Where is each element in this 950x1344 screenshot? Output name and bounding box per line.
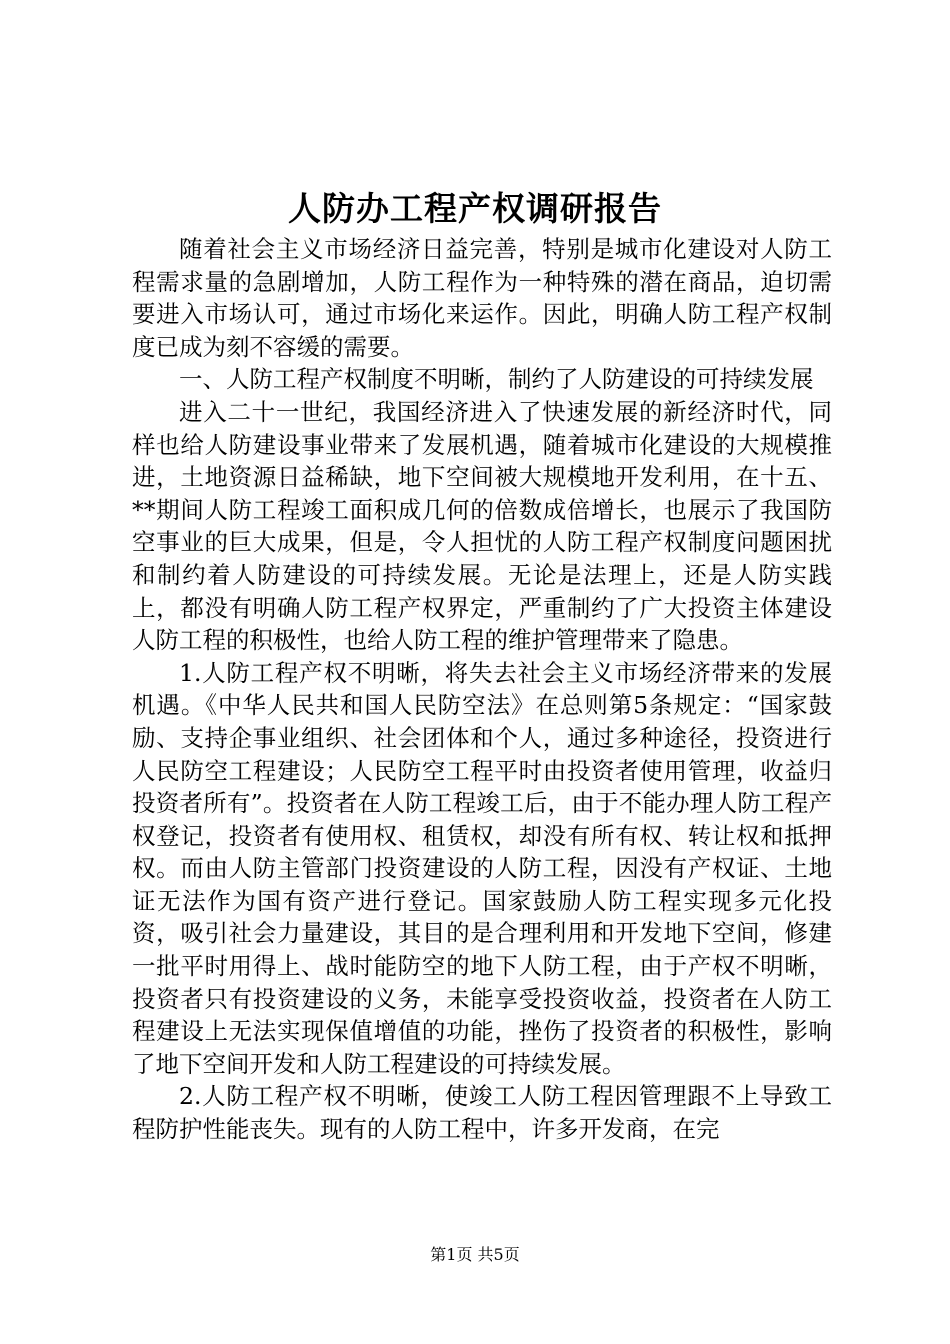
document-title: 人防办工程产权调研报告 (288, 189, 662, 228)
page-footer: 第1页 共5页 (430, 1245, 520, 1264)
paragraph-point-1: 1.人防工程产权不明晰，将失去社会主义市场经济带来的发展机遇。《中华人民共和国人民防空法》在总则第5条规定：“国家鼓励、支持企事业组织、社会团体和个人，通过多种途径，投资进行人民防空工程建设；人民防空工程平时由投资者使用管理，收益归投资者所有”。投资者在人防工程竣工后，由于不能办理人防工程产权登记，投资者有使用权、租赁权，却没有所有权、转让权和抵押权。而由人防主管部门投资建设的人防工程，因没有产权证、土地证无法作为国有资产进行登记。国家鼓励人防工程实现多元化投资，吸引社会力量建设，其目的是合理利用和开发地下空间，修建一批平时用得上、战时能防空的地下人防工程，由于产权不明晰，投资者只有投资建设的义务，未能享受投资收益，投资者在人防工程建设上无法实现保值增值的功能，挫伤了投资者的积极性，影响了地下空间开发和人防工程建设的可持续发展。 (132, 658, 832, 1078)
paragraph-point-2: 2.人防工程产权不明晰，使竣工人防工程因管理跟不上导致工程防护性能丧失。现有的人防工程中，许多开发商，在完 (132, 1082, 832, 1144)
document-body (132, 233, 832, 1146)
paragraph-intro: 随着社会主义市场经济日益完善，特别是城市化建设对人防工程需求量的急剧增加，人防工程作为一种特殊的潜在商品，迫切需要进入市场认可，通过市场化来运作。因此，明确人防工程产权制度已成为刻不容缓的需要。 (132, 235, 832, 361)
paragraph-background: 进入二十一世纪，我国经济进入了快速发展的新经济时代，同样也给人防建设事业带来了发展机遇，随着城市化建设的大规模推进，土地资源日益稀缺，地下空间被大规模地开发利用，在十五、**期间人防工程竣工面积成几何的倍数成倍增长，也展示了我国防空事业的巨大成果，但是，令人担忧的人防工程产权制度问题困扰和制约着人防建设的可持续发展。无论是法理上，还是人防实践上，都没有明确人防工程产权界定，严重制约了广大投资主体建设人防工程的积极性，也给人防工程的维护管理带来了隐患。 (132, 397, 832, 655)
section-heading-1: 一、人防工程产权制度不明晰，制约了人防建设的可持续发展 (179, 365, 814, 394)
